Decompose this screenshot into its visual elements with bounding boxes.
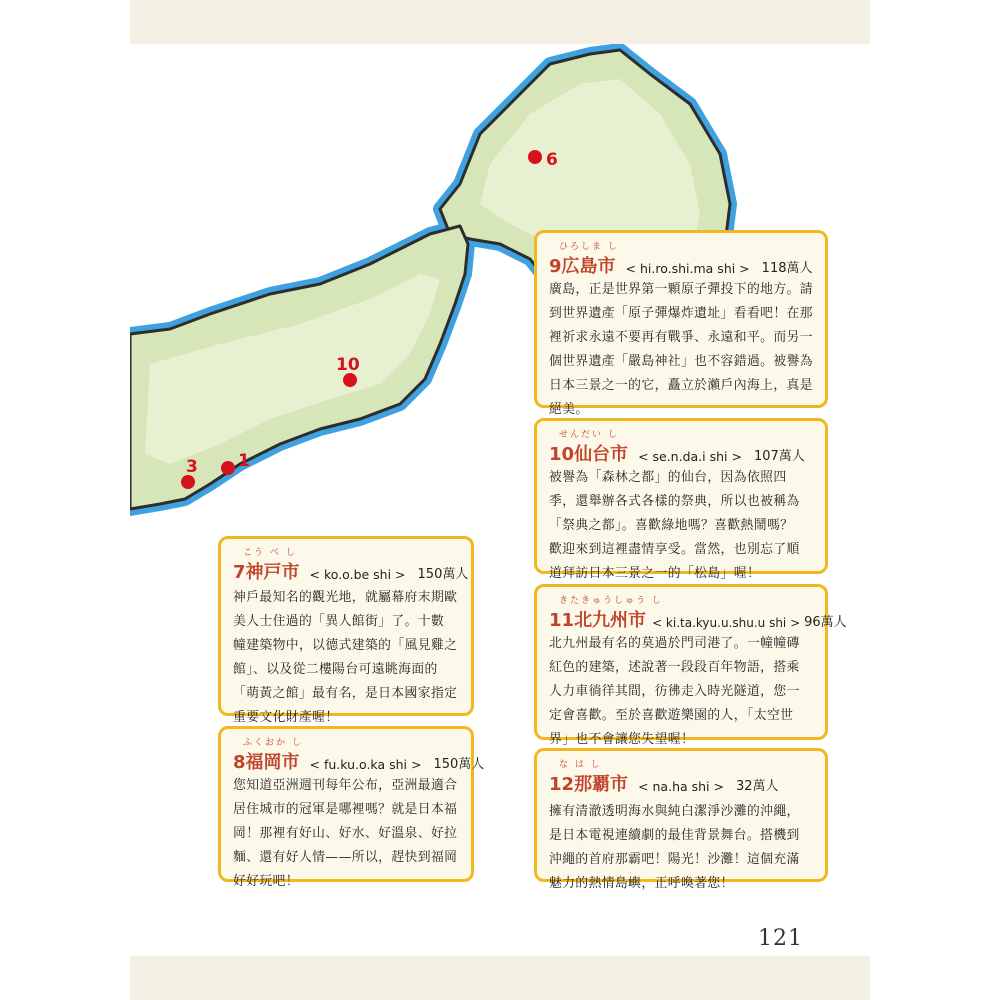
city-number: 7 — [233, 562, 246, 583]
bottom-band — [130, 956, 870, 1000]
body-line: 麵、還有好人情——所以，趕快到福岡 — [233, 850, 458, 865]
population: 150萬人 — [417, 567, 469, 582]
body-line: 岡！那裡有好山、好水、好溫泉、好拉 — [233, 826, 458, 841]
body-line: 定會喜歡。至於喜歡遊樂園的人，「太空世 — [549, 708, 794, 723]
romanization: < na.ha shi > — [638, 779, 724, 794]
box-body — [233, 586, 459, 730]
marker-label: 10 — [336, 355, 360, 375]
top-band — [130, 0, 870, 44]
body-line: 魅力的熱情島嶼，正呼喚著您！ — [549, 876, 734, 891]
body-line: 界」也不會讓您失望喔！ — [549, 732, 695, 747]
body-line: 是日本電視連續劇的最佳背景舞台。搭機到 — [549, 828, 800, 843]
romanization: < ki.ta.kyu.u.shu.u shi > — [652, 616, 801, 630]
body-line: 您知道亞洲週刊每年公布，亞洲最適合 — [233, 778, 458, 793]
population: 32萬人 — [735, 779, 779, 794]
body-line: 被譽為「森林之都」的仙台，因為依照四 — [549, 470, 787, 485]
city-name: 神戸市 — [245, 562, 300, 583]
romanization: < ko.o.be shi > — [309, 567, 406, 582]
city-number: 9 — [549, 256, 562, 277]
body-line: 紅色的建築，述說著一段段百年物語，搭乘 — [549, 660, 800, 675]
box-header — [549, 757, 813, 796]
city-name: 北九州市 — [574, 610, 647, 631]
info-box-sendai — [534, 418, 828, 581]
box-header — [549, 593, 847, 632]
body-line: 絕美。 — [549, 402, 589, 417]
city-number: 10 — [549, 444, 575, 465]
body-line: 廣島，正是世界第一顆原子彈投下的地方。請 — [549, 282, 813, 297]
marker-label: 6 — [546, 150, 558, 170]
body-line: 道拜訪日本三景之一的「松島」喔！ — [549, 566, 761, 581]
body-line: 人力車徜徉其間，彷彿走入時光隧道，您一 — [549, 684, 800, 699]
body-line: 「萌黃之館」最有名，是日本國家指定 — [233, 686, 458, 701]
marker-label: 3 — [186, 457, 198, 477]
body-line: 「祭典之都」。喜歡綠地嗎？喜歡熱鬧嗎？ — [549, 518, 794, 533]
box-header — [233, 735, 485, 774]
box-body — [549, 800, 813, 896]
marker-dot — [221, 461, 235, 475]
marker-dot — [343, 373, 357, 387]
body-line: 北九州最有名的莫過於門司港了。一幢幢磚 — [549, 636, 800, 651]
body-line: 館」、以及從二樓陽台可遠眺海面的 — [233, 662, 438, 677]
box-body — [233, 774, 459, 894]
marker-dot — [528, 150, 542, 164]
body-line: 擁有清澈透明海水與純白潔淨沙灘的沖繩， — [549, 804, 800, 819]
marker-dot — [181, 475, 195, 489]
info-box-hiroshima — [534, 230, 828, 417]
romanization: < hi.ro.shi.ma shi > — [625, 261, 750, 276]
city-number: 12 — [549, 774, 575, 795]
furigana: せんだい し — [559, 430, 619, 440]
info-box-kitakyushu — [534, 584, 847, 747]
info-box-naha — [534, 748, 828, 891]
marker-label: 1 — [238, 451, 250, 471]
body-line: 歡迎來到這裡盡情享受。當然，也別忘了順 — [549, 542, 800, 557]
city-number: 11 — [549, 610, 575, 631]
population: 107萬人 — [753, 449, 805, 464]
furigana: ふくおか し — [243, 738, 303, 748]
city-number: 8 — [233, 752, 246, 773]
info-box-fukuoka — [218, 726, 485, 889]
body-line: 好好玩吧！ — [233, 874, 299, 889]
body-line: 日本三景之一的它，矗立於瀨戶內海上，真是 — [549, 378, 813, 393]
population: 118萬人 — [761, 261, 813, 276]
body-line: 幢建築物中，以德式建築的「風見雞之 — [233, 638, 458, 653]
population: 96萬人 — [804, 615, 847, 630]
box-body — [549, 632, 813, 752]
furigana: こう べ し — [243, 548, 297, 558]
furigana: ひろしま し — [559, 242, 619, 252]
box-body — [549, 466, 813, 586]
body-line: 美人士住過的「異人館街」了。十數 — [233, 614, 445, 629]
body-line: 神戶最知名的觀光地，就屬幕府末期歐 — [233, 590, 458, 605]
box-header — [233, 545, 469, 584]
furigana: きたきゅうしゅう し — [559, 596, 663, 606]
city-name: 仙台市 — [574, 444, 629, 465]
body-line: 沖繩的首府那霸吧！陽光！沙灘！這個充滿 — [549, 852, 800, 867]
body-line: 個世界遺產「嚴島神社」也不容錯過。被譽為 — [549, 354, 813, 369]
body-line: 裡祈求永遠不要再有戰爭、永遠和平。而另一 — [549, 330, 813, 345]
city-name: 那覇市 — [574, 774, 629, 795]
box-header — [549, 239, 813, 278]
info-box-kobe — [218, 536, 474, 725]
city-name: 広島市 — [561, 256, 616, 277]
page-number: 121 — [758, 926, 803, 951]
furigana: な は し — [559, 760, 602, 770]
box-body — [549, 278, 813, 422]
population: 150萬人 — [433, 757, 485, 772]
body-line: 居住城市的冠軍是哪裡嗎？就是日本福 — [233, 802, 458, 817]
romanization: < se.n.da.i shi > — [638, 449, 742, 464]
city-name: 福岡市 — [245, 752, 300, 773]
romanization: < fu.ku.o.ka shi > — [309, 757, 422, 772]
box-header — [549, 427, 813, 466]
body-line: 季，還舉辦各式各樣的祭典，所以也被稱為 — [549, 494, 800, 509]
body-line: 重要文化財產喔！ — [233, 710, 339, 725]
body-line: 到世界遺產「原子彈爆炸遺址」看看吧！在那 — [549, 306, 813, 321]
